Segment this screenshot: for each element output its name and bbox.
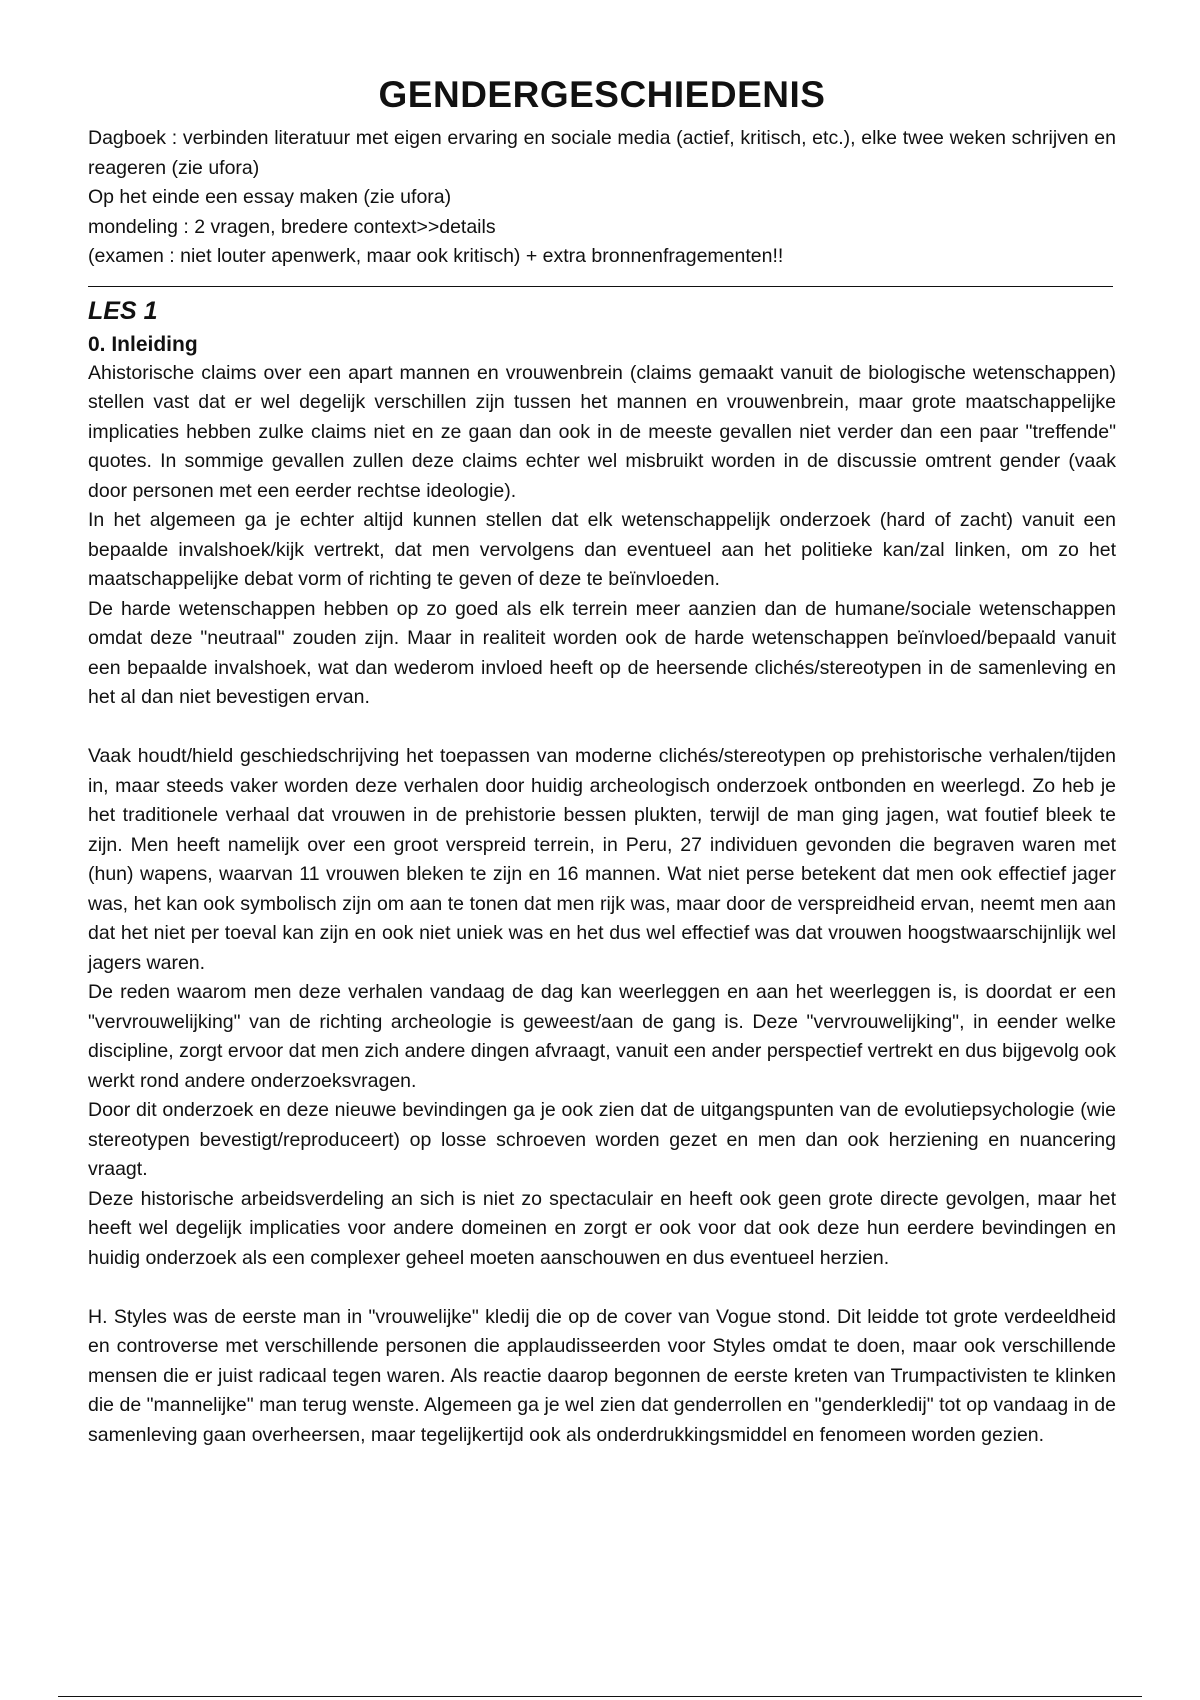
intro-line-oral: mondeling : 2 vragen, bredere context>>details — [88, 215, 496, 238]
document-title: GENDERGESCHIEDENIS — [378, 74, 826, 115]
intro-line-essay: Op het einde een essay maken (zie ufora) — [88, 186, 452, 208]
paragraph: Door dit onderzoek en deze nieuwe bevindingen ga je ook zien dat de uitgangspunten van de evolutiepsychologie (wie stereotypen bevestigt/reproduceert) op losse schroeven worden gezet en men dan ook herziening en nuancering vraagt. — [88, 1099, 1116, 1180]
paragraph: Ahistorische claims over een apart mannen en vrouwenbrein (claims gemaakt vanuit de biologische wetenschappen) stellen vast dat er wel degelijk verschillen zijn tussen het mannen en vrouwenbrein, maar grote maatschappelijke implicaties hebben zulke claims niet en ze gaan dan ook in de meeste gevallen niet verder dan een paar "treffende" quotes. In sommige gevallen zullen deze claims echter wel misbruikt worden in de discussie omtrent gender (vaak door personen met een eerder rechtse ideologie). — [88, 361, 1116, 502]
lesson-heading: LES 1 — [88, 296, 158, 325]
paragraph: De harde wetenschappen hebben op zo goed als elk terrein meer aanzien dan de humane/sociale wetenschappen omdat deze "neutraal" zouden zijn. Maar in realiteit worden ook de harde wetenschappen beïnvloed/bepaald vanuit een bepaalde invalshoek, wat dan wederom invloed heeft op de heersende clichés/stereotypen in de samenleving en het al dan niet bevestigen ervan. — [88, 597, 1116, 708]
footer-divider — [58, 1696, 1142, 1697]
intro-line-diary: Dagboek : verbinden literatuur met eigen ervaring en sociale media (actief, kritisch, etc.), elke twee weken schrijven en reageren (zie ufora) — [88, 127, 1116, 179]
paragraph-spacer — [88, 1273, 1116, 1303]
document-page — [88, 70, 1116, 1450]
paragraph: Vaak houdt/hield geschiedschrijving het toepassen van moderne clichés/stereotypen op prehistorische verhalen/tijden in, maar steeds vaker worden deze verhalen door huidig archeologisch onderzoek ontbonden en weerlegd. Zo heb je het traditionele verhaal dat vrouwen in de prehistorie bessen plukten, terwijl de man ging jagen, wat foutief bleek te zijn. Men heeft namelijk over een groot verspreid terrein, in Peru, 27 individuen gevonden die begraven waren met (hun) wapens, waarvan 11 vrouwen bleken te zijn en 16 mannen. Wat niet perse betekent dat men ook effectief jager was, het kan ook symbolisch zijn om aan te tonen dat men rijk was, maar door de verspreidheid ervan, neemt men aan dat het niet per toeval kan zijn en ook niet uniek was en het dus wel effectief was dat vrouwen hoogstwaarschijnlijk wel jagers waren. — [88, 745, 1116, 974]
section-divider — [88, 286, 1113, 287]
paragraph: In het algemeen ga je echter altijd kunnen stellen dat elk wetenschappelijk onderzoek (hard of zacht) vanuit een bepaalde invalshoek/kijk vertrekt, dat men vervolgens dan eventueel aan het politieke kan/zal linken, om zo het maatschappelijke debat vorm of richting te geven of deze te beïnvloeden. — [88, 509, 1116, 590]
paragraph-spacer — [88, 713, 1116, 743]
paragraph: De reden waarom men deze verhalen vandaag de dag kan weerleggen en aan het weerleggen is, is doordat er een "vervrouwelijking" van de richting archeologie is geweest/aan de gang is. Deze "vervrouwelijking", in eender welke discipline, zorgt ervoor dat men zich andere dingen afvraagt, vanuit een ander perspectief vertrekt en dus bijgevolg ook werkt rond andere onderzoeksvragen. — [88, 981, 1116, 1092]
section-heading: 0. Inleiding — [88, 332, 198, 356]
paragraph: Deze historische arbeidsverdeling an sich is niet zo spectaculair en heeft ook geen grote directe gevolgen, maar het heeft wel degelijk implicaties voor andere domeinen en zorgt er ook voor dat ook deze hun eerdere bevindingen en huidig onderzoek als een complexer geheel moeten aanschouwen en dus eventueel herzien. — [88, 1187, 1116, 1269]
intro-line-exam: (examen : niet louter apenwerk, maar ook kritisch) + extra bronnenfragementen!! — [88, 245, 784, 267]
paragraph: H. Styles was de eerste man in "vrouwelijke" kledij die op de cover van Vogue stond. Dit leidde tot grote verdeeldheid en controverse met verschillende personen die applaudisseerden voor Styles omdat te doen, maar ook verschillende mensen die er juist radicaal tegen waren. Als reactie daarop begonnen de eerste kreten van Trumpactivisten te klinken die de "mannelijke" man terug wenste. Algemeen ga je wel zien dat genderrollen en "genderkledij" tot op vandaag in de samenleving gaan overheersen, maar tegelijkertijd ook als onderdrukkingsmiddel en fenomeen worden gezien. — [88, 1305, 1116, 1446]
intro-notes — [88, 124, 1116, 272]
